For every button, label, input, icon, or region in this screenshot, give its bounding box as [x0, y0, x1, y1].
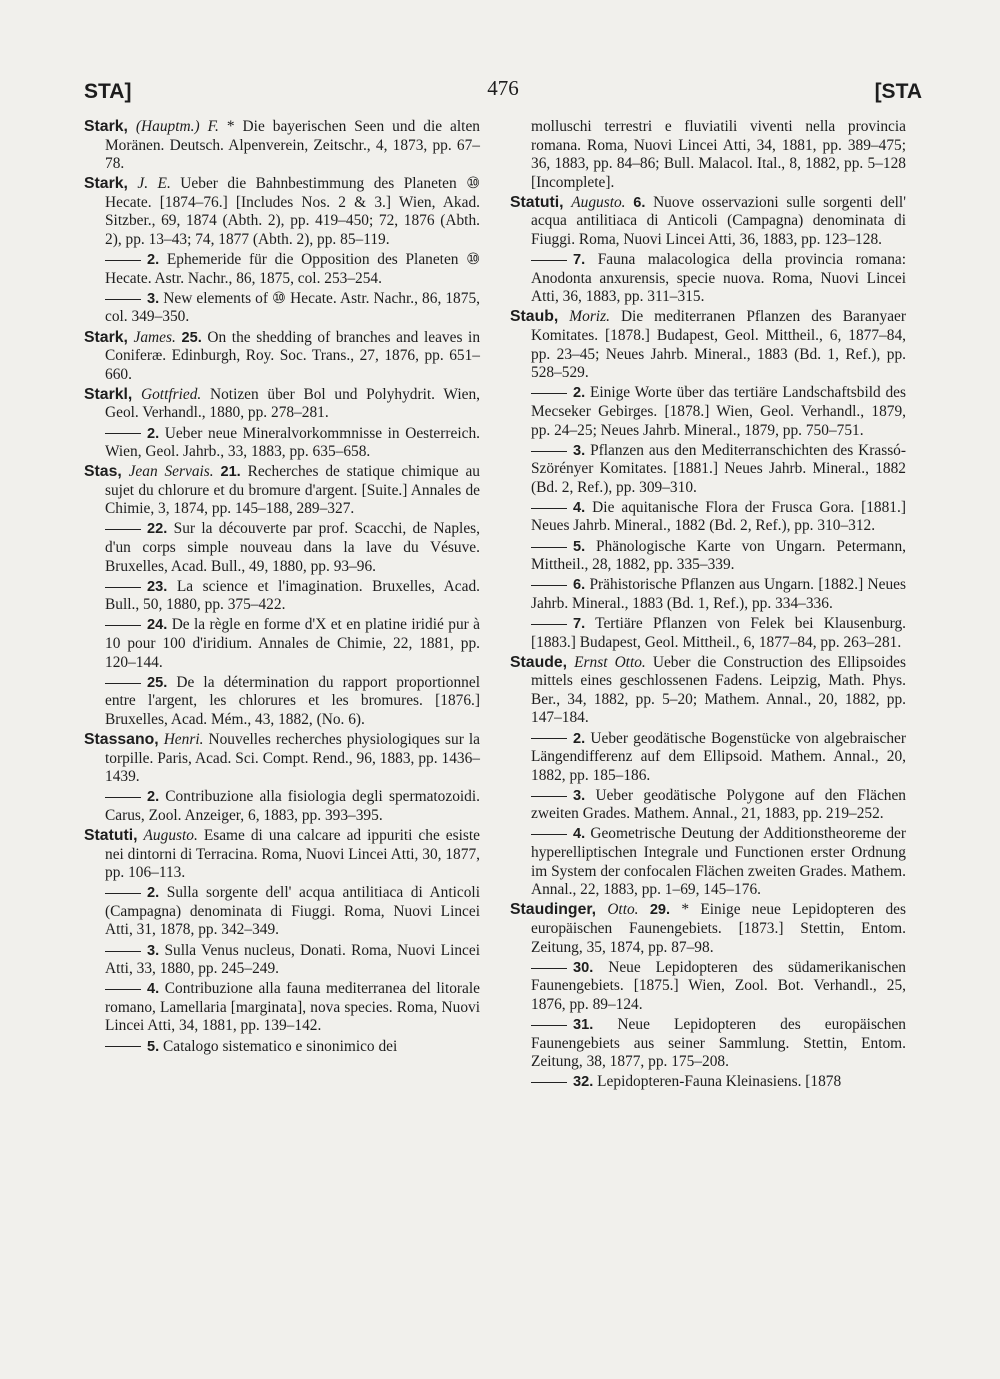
entry-text: molluschi terrestri e fluviatili viventi nella provincia romana. Roma, Nuovi Lincei Atti, 34, 1881, pp. 389–475; 36, 1883, pp. 84–86; Bull. Malacol. Ital., 8, 1882, pp. 5–128 [Incomplete].	[531, 118, 906, 191]
ditto-dash	[531, 834, 567, 835]
entry-text: Ueber die Construction des Ellipsoides mittels eines geschlossenen Fadens. Leipzig, Math. Phys. Ber., 34, 1882, pp. 5–20; Mathem. Annal., 20, 1882, pp. 147–184.	[531, 653, 906, 727]
bibliography-entry	[510, 1073, 906, 1092]
ditto-dash	[531, 1025, 567, 1026]
author-name: Staudinger,	[510, 901, 597, 919]
author-name: Stark,	[84, 118, 128, 135]
bibliography-entry	[510, 787, 906, 824]
entry-text: Ephemeride für die Opposition des Planeten ⑩ Hecate. Astr. Nachr., 86, 1875, col. 253–254.	[105, 251, 480, 287]
entry-text: Geometrische Deutung der Additionstheoreme der hyperelliptischen Integrale und Functionen erster Ordnung im System der confocalen Flächen zweiten Grades. Mathem. Annal., 22, 1883, pp. 1–69, 145–176.	[531, 825, 906, 899]
entry-text: De la détermination du rapport proportionnel entre l'argent, les chlorures et les bromures. [1876.] Bruxelles, Acad. Mém., 43, 1882, (No. 6).	[105, 673, 480, 728]
bibliography-entry	[510, 194, 906, 250]
author-given-name: Augusto.	[143, 826, 198, 844]
entry-number: 7.	[573, 252, 586, 269]
entry-number: 6.	[633, 194, 646, 211]
entry-number: 31.	[573, 1016, 594, 1033]
author-name: Stassano,	[84, 731, 159, 748]
entry-text: Catalogo sistematico e sinonimico dei	[163, 1037, 398, 1055]
entry-number: 29.	[649, 902, 671, 919]
entry-text: Notizen über Bol und Polyhydrit. Wien, Geol. Verhandl., 1880, pp. 278–281.	[105, 385, 480, 422]
entry-number: 4.	[147, 981, 160, 998]
ditto-dash	[531, 508, 567, 509]
entry-text: Einige Worte über das tertiäre Landschaftsbild des Mecseker Gebirges. [1878.] Wien, Geol. Verhandl., 1879, pp. 24–25; Neues Jahrb. Mineral., 1879, pp. 750–751.	[531, 384, 906, 439]
ditto-dash	[105, 299, 141, 300]
ditto-dash	[105, 433, 141, 434]
entry-text: Esame di una calcare ad ippuriti che esiste nei dintorni di Terracina. Roma, Nuovi Lincei Atti, 30, 1877, pp. 106–113.	[105, 826, 480, 882]
entry-text: Nouvelles recherches physiologiques sur la torpille. Paris, Acad. Sci. Compt. Rend., 96, 1883, pp. 1436–1439.	[105, 731, 480, 786]
entry-text: Prähistorische Pflanzen aus Ungarn. [1882.] Neues Jahrb. Mineral., 1883 (Bd. 1, Ref.), pp. 334–336.	[531, 576, 906, 612]
ditto-dash	[531, 968, 567, 969]
entry-text: Nuove osservazioni sulle sorgenti dell' acqua antilitiaca di Anticoli (Campagna) denominata di Fiuggi. Roma, Nuovi Lincei Atti, 36, 1883, pp. 123–128.	[531, 193, 906, 249]
bibliography-entry	[84, 425, 480, 462]
ditto-dash	[105, 1046, 141, 1047]
author-given-name: Augusto.	[571, 193, 626, 211]
author-given-name: Jean Servais.	[128, 463, 214, 481]
entry-text: Contribuzione alla fisiologia degli spermatozoidi. Carus, Zool. Anzeiger, 6, 1883, pp. 393–395.	[105, 788, 480, 824]
entry-text: Phänologische Karte von Ungarn. Petermann, Mittheil., 28, 1882, pp. 335–339.	[531, 537, 906, 574]
entry-text: Die mediterranen Pflanzen des Baranyaer Komitates. [1878.] Budapest, Geol. Mittheil., 6, 1877–84, pp. 23–45; Neues Jahrb. Mineral., 1883 (Bd. 1, Ref.), pp. 528–529.	[531, 308, 906, 382]
author-given-name: (Hauptm.) F.	[135, 118, 219, 135]
entry-text: Recherches de statique chimique au sujet du chlorure et du bromure d'argent. [Suite.] Annales de Chimie, 3, 1874, pp. 145–188, 289–327.	[105, 463, 480, 518]
author-given-name: Moriz.	[569, 308, 610, 326]
author-name: Stark,	[84, 175, 128, 193]
ditto-dash	[531, 451, 567, 452]
entry-text: Tertiäre Pflanzen von Felek bei Klausenburg. [1883.] Budapest, Geol. Mittheil., 6, 1877–84, pp. 263–281.	[531, 614, 906, 651]
entry-text: Lepidopteren-Fauna Kleinasiens. [1878	[597, 1073, 842, 1091]
entry-number: 2.	[573, 730, 586, 747]
entry-text: Ueber neue Mineralvorkommnisse in Oesterreich. Wien, Geol. Jahrb., 33, 1883, pp. 635–658.	[105, 424, 480, 461]
bibliography-entry	[84, 827, 480, 883]
right-column	[510, 118, 906, 1093]
bibliography-entry	[84, 329, 480, 385]
bibliography-entry	[84, 731, 480, 787]
entry-text: Die aquitanische Flora der Frusca Gora. [1881.] Neues Jahrb. Mineral., 1882 (Bd. 2, Ref.), pp. 310–312.	[531, 498, 906, 535]
entry-text: De la règle en forme d'X et en platine iridié pur à 10 pour 100 d'iridium. Annales de Chimie, 22, 1881, pp. 120–144.	[105, 616, 480, 671]
ditto-dash	[105, 529, 141, 530]
entry-text: Ueber geodätische Polygone auf den Flächen zweiten Grades. Mathem. Annal., 21, 1883, pp. 219–252.	[531, 786, 906, 823]
entry-number: 22.	[147, 521, 168, 538]
bibliography-entry	[84, 520, 480, 576]
entry-number: 25.	[181, 329, 202, 346]
entry-number: 3.	[147, 290, 160, 307]
bibliography-entry	[84, 251, 480, 288]
author-name: Staude,	[510, 653, 568, 671]
entry-text: Fauna malacologica della provincia romana: Anodonta anxurensis, specie nuova. Roma, Nuovi Lincei Atti, 36, 1883, pp. 311–315.	[531, 251, 906, 306]
ditto-dash	[531, 624, 567, 625]
ditto-dash	[105, 625, 141, 626]
entry-text: Contribuzione alla fauna mediterranea del litorale romano, Lamellaria [marginata], nova species. Roma, Nuovi Lincei Atti, 34, 1881, pp. 139–142.	[105, 980, 480, 1035]
ditto-dash	[105, 893, 141, 894]
entry-text: * Einige neue Lepidopteren des europäischen Faunengebiets. [1873.] Stettin, Entom. Zeitung, 35, 1874, pp. 87–98.	[531, 901, 906, 956]
entry-number: 3.	[147, 942, 160, 959]
entry-text: * Die bayerischen Seen und die alten Moränen. Deutsch. Alpenverein, Zeitschr., 4, 1873, pp. 67–78.	[105, 118, 480, 173]
entry-number: 4.	[573, 826, 586, 843]
entry-number: 5.	[147, 1038, 160, 1055]
bibliography-entry	[84, 463, 480, 519]
ditto-dash	[531, 738, 567, 739]
ditto-dash	[105, 989, 141, 990]
bibliography-entry	[84, 674, 480, 730]
entry-number: 2.	[147, 425, 160, 442]
bibliography-entry	[510, 959, 906, 1015]
bibliography-entry	[510, 576, 906, 613]
bibliography-entry	[510, 499, 906, 536]
ditto-dash	[105, 797, 141, 798]
author-name: Statuti,	[84, 826, 138, 844]
entry-text: Neue Lepidopteren des europäischen Faunengebiets aus seiner Sammlung. Stettin, Entom. Zeitung, 38, 1877, pp. 175–208.	[531, 1015, 906, 1071]
bibliography-entry	[84, 884, 480, 940]
bibliography-entry	[84, 980, 480, 1036]
bibliography-entry	[84, 616, 480, 672]
entry-number: 2.	[147, 252, 160, 269]
entry-number: 21.	[220, 464, 241, 481]
entry-text: On the shedding of branches and leaves in Coniferæ. Edinburgh, Roy. Soc. Trans., 27, 1876, pp. 651–660.	[105, 328, 481, 383]
bibliography-entry	[510, 654, 906, 728]
entry-number: 5.	[573, 538, 586, 555]
bibliography-entry	[84, 942, 480, 979]
entry-text: Ueber die Bahnbestimmung des Planeten ⑩ Hecate. [1874–76.] [Includes Nos. 2 & 3.] Wien, Akad. Sitzber., 69, 1874 (Abth. 2), pp. 419–450; 72, 1876 (Abth. 2), pp. 13–43; 74, 1877 (Abth. 2), pp. 85–119.	[105, 175, 480, 249]
page-number: 476	[487, 76, 519, 100]
bibliography-entry	[84, 118, 480, 174]
ditto-dash	[531, 260, 567, 261]
ditto-dash	[531, 1082, 567, 1083]
author-given-name: Ernst Otto.	[574, 653, 646, 671]
bibliography-entry	[84, 578, 480, 615]
running-head-right: [STA	[874, 80, 922, 103]
ditto-dash	[105, 951, 141, 952]
ditto-dash	[105, 260, 141, 261]
entry-number: 30.	[573, 959, 594, 976]
author-name: Stark,	[84, 328, 128, 346]
entry-number: 2.	[573, 385, 586, 402]
ditto-dash	[531, 393, 567, 394]
entry-number: 7.	[573, 615, 586, 632]
author-given-name: Gottfried.	[141, 385, 202, 403]
ditto-dash	[531, 796, 567, 797]
entry-text: Neue Lepidopteren des südamerikanischen Faunengebiets. [1875.] Wien, Zool. Bot. Verhandl., 25, 1876, pp. 89–124.	[531, 958, 906, 1013]
bibliography-entry	[84, 175, 480, 249]
bibliography-entry	[510, 384, 906, 440]
author-given-name: Otto.	[607, 901, 639, 919]
left-column	[84, 118, 480, 1058]
bibliography-entry	[84, 386, 480, 423]
author-name: Stas,	[84, 463, 122, 481]
author-given-name: Henri.	[163, 731, 204, 748]
bibliography-entry	[510, 118, 906, 192]
entry-number: 25.	[147, 674, 168, 691]
ditto-dash	[531, 547, 567, 548]
bibliography-entry	[510, 308, 906, 382]
entry-text: Sulla Venus nucleus, Donati. Roma, Nuovi Lincei Atti, 33, 1880, pp. 245–249.	[105, 941, 480, 978]
author-given-name: James.	[133, 328, 176, 346]
bibliography-entry	[510, 615, 906, 652]
entry-text: La science et l'imagination. Bruxelles, Acad. Bull., 50, 1880, pp. 375–422.	[105, 577, 480, 614]
bibliography-entry	[84, 1038, 480, 1057]
author-name: Staub,	[510, 308, 559, 326]
entry-number: 3.	[573, 442, 586, 459]
bibliography-entry	[510, 1016, 906, 1072]
entry-text: Sulla sorgente dell' acqua antilitiaca di Anticoli (Campagna) denominata di Fiuggi. Roma, Nuovi Lincei Atti, 31, 1878, pp. 342–349.	[105, 884, 480, 939]
running-head-left: STA]	[84, 80, 132, 103]
entry-number: 23.	[147, 578, 168, 595]
entry-number: 32.	[573, 1074, 594, 1091]
author-name: Statuti,	[510, 193, 564, 211]
author-given-name: J. E.	[137, 175, 171, 193]
entry-text: Pflanzen aus den Mediterranschichten des Krassó-Szörényer Komitates. [1881.] Neues Jahrb. Mineral., 1882 (Bd. 2, Ref.), pp. 309–310.	[531, 441, 906, 496]
entry-text: Ueber geodätische Bogenstücke von algebraischer Längendifferenz auf dem Ellipsoid. Mathem. Annal., 20, 1882, pp. 185–186.	[531, 729, 906, 784]
entry-text: New elements of ⑩ Hecate. Astr. Nachr., 86, 1875, col. 349–350.	[105, 289, 480, 326]
bibliography-entry	[510, 901, 906, 957]
ditto-dash	[105, 587, 141, 588]
entry-number: 4.	[573, 499, 586, 516]
bibliography-entry	[84, 788, 480, 825]
entry-text: Sur la découverte par prof. Scacchi, de Naples, d'un corps simple nouveau dans la lave du Vésuve. Bruxelles, Acad. Bull., 49, 1880, pp. 93–96.	[105, 520, 480, 575]
entry-number: 2.	[147, 885, 160, 902]
bibliography-entry	[510, 538, 906, 575]
bibliography-entry	[510, 442, 906, 498]
bibliography-entry	[510, 730, 906, 786]
page-header	[84, 76, 922, 108]
bibliography-entry	[510, 825, 906, 899]
entry-number: 2.	[147, 789, 160, 806]
entry-number: 24.	[147, 617, 168, 634]
bibliography-entry	[84, 290, 480, 327]
ditto-dash	[531, 585, 567, 586]
bibliography-entry	[510, 251, 906, 307]
ditto-dash	[105, 683, 141, 684]
author-name: Starkl,	[84, 385, 133, 403]
entry-number: 3.	[573, 787, 586, 804]
entry-number: 6.	[573, 577, 586, 594]
